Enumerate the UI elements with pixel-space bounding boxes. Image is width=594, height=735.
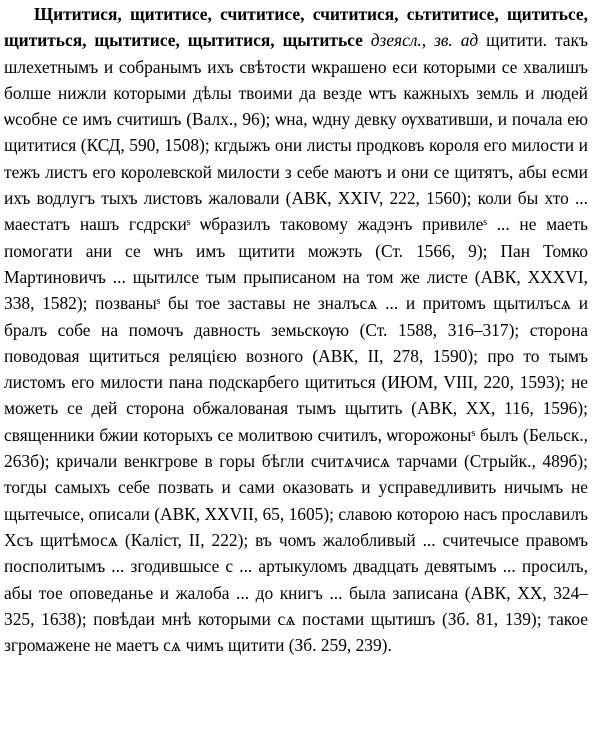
entry-body: такъ шлехетнымъ и собранымъ ихъ свѣтости ѡкрашено еси которыми се хвалишъ болше нижли которыми дѣлы твоими да везде ѡтъ кажныхъ земль и людей ѡсобне се имъ считишъ (Валх., 96); ѡна, ѡдну девку ѹхвативши, и почала ею щититися (КСД, 590, 1508); кгдыжъ они листы продковъ короля его милости и тежъ листъ его королевской милости з себе маютъ и они се щитятъ, абы есми ихъ водлугъ тыхъ листовъ жаловали (АВК, XXIV, 222, 1560); коли бы хто ... маестатъ нашъ гсдрскиˢ ѡбразилъ таковому жадэнъ привилеˢ ... не маеть помогати ани се ѡнъ имъ щитити можэть (Ст. 1566, 9); Пан Томко Мартиновичъ ... щытилсе тым прыписаном на том же листе (АВК, XXXVI, 338, 1582); позваныˢ бы тое заставы не зналъсѧ ... и притомъ щытилъсѧ и бралъ собе на помочъ давность земьскѹю (Ст. 1588, 316–317); сторона поводовая щититься реляцією возного (АВК, II, 278, 1590); про то тымъ листомъ его милости пана подскарбего щититься (ИЮМ, VIII, 220, 1593); не можеть се дей сторона обжалованая тымъ щытить (АВК, XX, 116, 1596); священники бжии которыхъ се молитвою считилъ, ѡгорожоныˢ былъ (Бельск., 263б); кричали венкгрове в горы бѣгли считѧчисѧ тарчами (Стрыйк., 489б); тогды самыхъ себе позвать и сами оказовать и усправедливить ничымъ не щытечысе, описали (АВК, XXVII, 65, 1605); славою которою насъ прославилъ Хсъ щитѣмосѧ (Каліст, II, 222); въ чомъ жалобливый ... считечысе правомъ посполитымъ ... згодившысе с ... артыкуломъ двадцать девятымъ ... просилъ, абы тое оповеданье и жалоба ... до книгъ ... была записана (АВК, XX, 324–325, 1638); повѣдаи мнѣ которыми сѧ постами щытишъ (Зб. 81, 139); такое згромажене не маетъ сѧ чимъ щитити (Зб. 259, 239). [4, 30, 588, 656]
entry-headword: Щититися, щититисе, счититисе, счититися, сьтититисе, щититьсе, щититься, щытитисе, щытитися, щытитьсе [4, 4, 588, 51]
base-word: щитити. [486, 30, 548, 51]
grammar-note: дзеясл., зв. ад [370, 30, 479, 51]
dictionary-entry [4, 1, 588, 658]
